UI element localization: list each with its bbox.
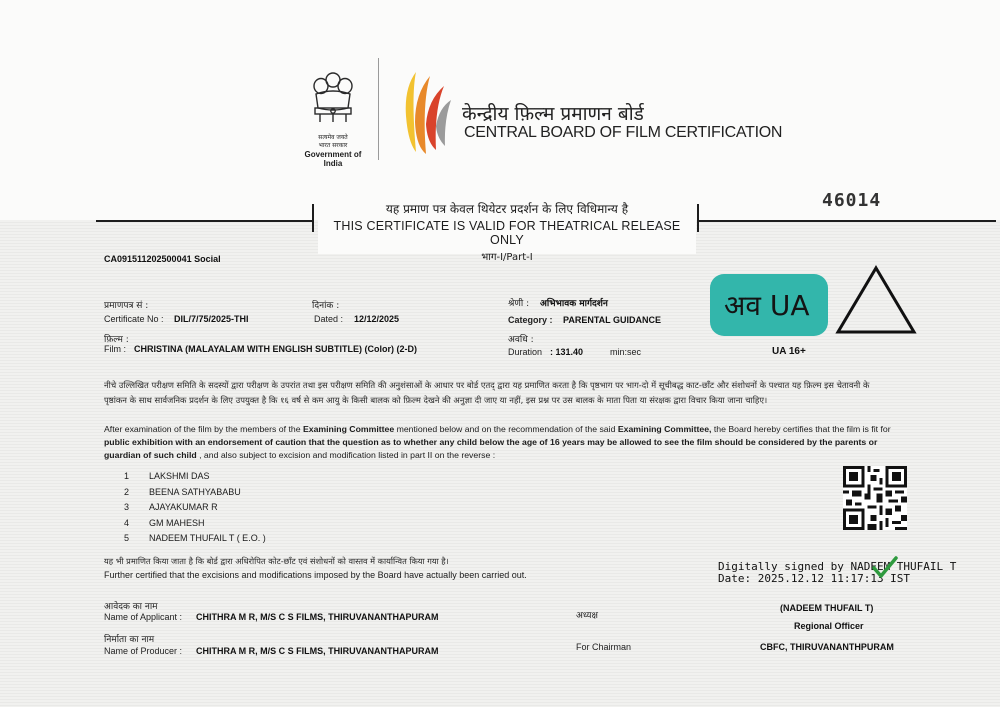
committee-list xyxy=(124,466,266,544)
member-name: BEENA SATHYABABU xyxy=(149,486,241,497)
para-part-6: public exhibition with an endorsement of caution that the question as to whether any child below the age of 16 years may be allowed to see the film should be considered by the parents or guardian of such child xyxy=(104,437,878,460)
validity-hindi: यह प्रमाण पत्र केवल थियेटर प्रदर्शन के लिए विधिमान्य है xyxy=(385,202,629,216)
cbfc-logo xyxy=(402,66,452,158)
qr-code xyxy=(843,466,907,530)
certificate-no-label-hindi: प्रमाणपत्र सं : xyxy=(104,301,149,311)
cbfc-flame-icon xyxy=(402,66,452,158)
reference-code: CA091511202500041 Social xyxy=(104,254,221,264)
category-label-hindi: श्रेणी : xyxy=(508,299,530,309)
para-part-7: , and also subject to excision and modification listed in part II on the reverse : xyxy=(196,450,496,460)
banner-line-left xyxy=(96,220,314,222)
further-english: Further certified that the excisions and modifications imposed by the Board have actually been carried out. xyxy=(104,570,527,580)
signature-check xyxy=(872,556,898,580)
board-name: CENTRAL BOARD OF FILM CERTIFICATION xyxy=(464,124,783,141)
emblem-caption-hindi: भारत सरकार xyxy=(318,142,348,149)
member-name: LAKSHMI DAS xyxy=(149,471,210,481)
member-number: 3 xyxy=(124,502,130,512)
banner-tick-right xyxy=(697,204,699,232)
member-number: 4 xyxy=(124,517,130,528)
member-name: NADEEM THUFAIL T ( E.O. ) xyxy=(149,533,266,543)
para-part-3: mentioned below and on the recommendation of the said xyxy=(394,424,618,434)
duration-value: : 131.40 xyxy=(550,347,584,357)
duration-label: Duration xyxy=(508,347,543,357)
check-icon xyxy=(872,556,898,580)
list-item xyxy=(124,513,266,529)
date-label-hindi: दिनांक : xyxy=(312,301,340,311)
certificate-no: DIL/7/75/2025-THI xyxy=(174,314,249,324)
officer-title: Regional Officer xyxy=(794,621,864,631)
member-name: GM MAHESH xyxy=(149,517,205,528)
national-emblem xyxy=(298,66,368,168)
validity-banner xyxy=(318,200,696,263)
part-label: भाग-I/Part-I xyxy=(481,252,533,263)
board-name-hindi: केन्द्रीय फ़िल्म प्रमाणन बोर्ड xyxy=(462,103,644,125)
date-label: Dated : xyxy=(314,314,344,324)
list-item xyxy=(124,466,266,482)
rating-badge-text: अव UA xyxy=(724,289,810,322)
list-item xyxy=(124,482,266,498)
applicant-label: Name of Applicant : xyxy=(104,612,183,622)
para-part-4: Examining Committee, xyxy=(617,424,712,434)
triangle-mark xyxy=(834,264,918,336)
member-number: 1 xyxy=(124,471,130,481)
category-value: PARENTAL GUIDANCE xyxy=(563,315,662,325)
category-hindi: अभिभावक मार्गदर्शन xyxy=(540,299,608,309)
film-label: Film : xyxy=(104,344,126,354)
validity-english: THIS CERTIFICATE IS VALID FOR THEATRICAL RELEASE ONLY xyxy=(333,219,681,247)
category-label: Category : xyxy=(508,315,553,325)
producer-name: CHITHRA M R, M/S C S FILMS, THIRUVANANTHAPURAM xyxy=(196,646,439,656)
duration-label-hindi: अवधि : xyxy=(508,335,534,345)
signature-line: Digitally signed by NADEEM THUFAIL T xyxy=(718,560,957,573)
header-divider xyxy=(378,58,379,160)
rating-label: UA 16+ xyxy=(772,346,806,357)
para-part-2: Examining Committee xyxy=(302,424,395,434)
lion-capital-icon xyxy=(298,66,368,128)
member-number: 5 xyxy=(124,533,130,543)
film-label-hindi: फ़िल्म : xyxy=(104,335,129,345)
triangle-icon xyxy=(834,264,918,336)
banner-line-right xyxy=(698,220,996,222)
chairman-label: For Chairman xyxy=(576,642,632,652)
signature-date: Date: 2025.12.12 11:17:13 IST xyxy=(718,572,911,585)
qr-code-icon xyxy=(843,466,907,530)
officer-name: (NADEEM THUFAIL T) xyxy=(780,603,874,613)
applicant-name: CHITHRA M R, M/S C S FILMS, THIRUVANANTHAPURAM xyxy=(196,612,439,622)
certificate-no-label: Certificate No : xyxy=(104,314,164,324)
chairman-label-hindi: अध्यक्ष xyxy=(576,611,598,621)
emblem-caption: Government of India xyxy=(304,150,362,168)
producer-label-hindi: निर्माता का नाम xyxy=(104,635,155,645)
applicant-label-hindi: आवेदक का नाम xyxy=(104,602,158,612)
para-part-5: the Board hereby certifies that the film is fit for xyxy=(711,424,891,434)
digital-signature xyxy=(718,561,956,585)
member-number: 2 xyxy=(124,486,130,497)
emblem-motto: सत्यमेव जयते xyxy=(318,134,348,141)
english-paragraph xyxy=(104,423,894,462)
member-name: AJAYAKUMAR R xyxy=(149,502,218,512)
film-title: CHRISTINA (MALAYALAM WITH ENGLISH SUBTITLE) (Color) (2-D) xyxy=(134,344,417,354)
list-item xyxy=(124,497,266,513)
serial-number: 46014 xyxy=(822,190,882,211)
banner-tick-left xyxy=(312,204,314,232)
duration-unit: min:sec xyxy=(610,347,642,357)
para-part-1: After examination of the film by the members of the xyxy=(104,424,303,434)
hindi-paragraph: नीचे उल्लिखित परीक्षण समिति के सदस्यों द्वारा परीक्षण के उपरांत तथा इस परीक्षण समिति की अनुशंसाओं के आधार पर बोर्ड एतद् द्वारा यह प्रमाणित करता है कि पृष्ठभाग पर भाग-दो में सूचीबद्ध काट-छाँट और संशोधनों के पश्चात यह फ़िल्म इस चेतावनी के पृष्ठांकन के साथ सार्वजनिक प्रदर्शन के लिए उपयुक्त है कि १६ वर्ष से कम आयु के किसी बालक को फ़िल्म देखने की अनुज्ञा दी जाए या नहीं, इस प्रश्न पर उस बालक के माता पिता या संरक्षक द्वारा विचार किया जाना चाहिए। xyxy=(104,380,870,405)
producer-label: Name of Producer : xyxy=(104,646,183,656)
certificate-date: 12/12/2025 xyxy=(354,314,400,324)
list-item xyxy=(124,528,266,544)
officer-office: CBFC, THIRUVANANTHPURAM xyxy=(760,642,894,652)
further-hindi: यह भी प्रमाणित किया जाता है कि बोर्ड द्वारा अधिरोपित कोट-छाँट एवं संशोधनों को वास्तव में कार्यान्वित किया गया है। xyxy=(104,556,449,566)
